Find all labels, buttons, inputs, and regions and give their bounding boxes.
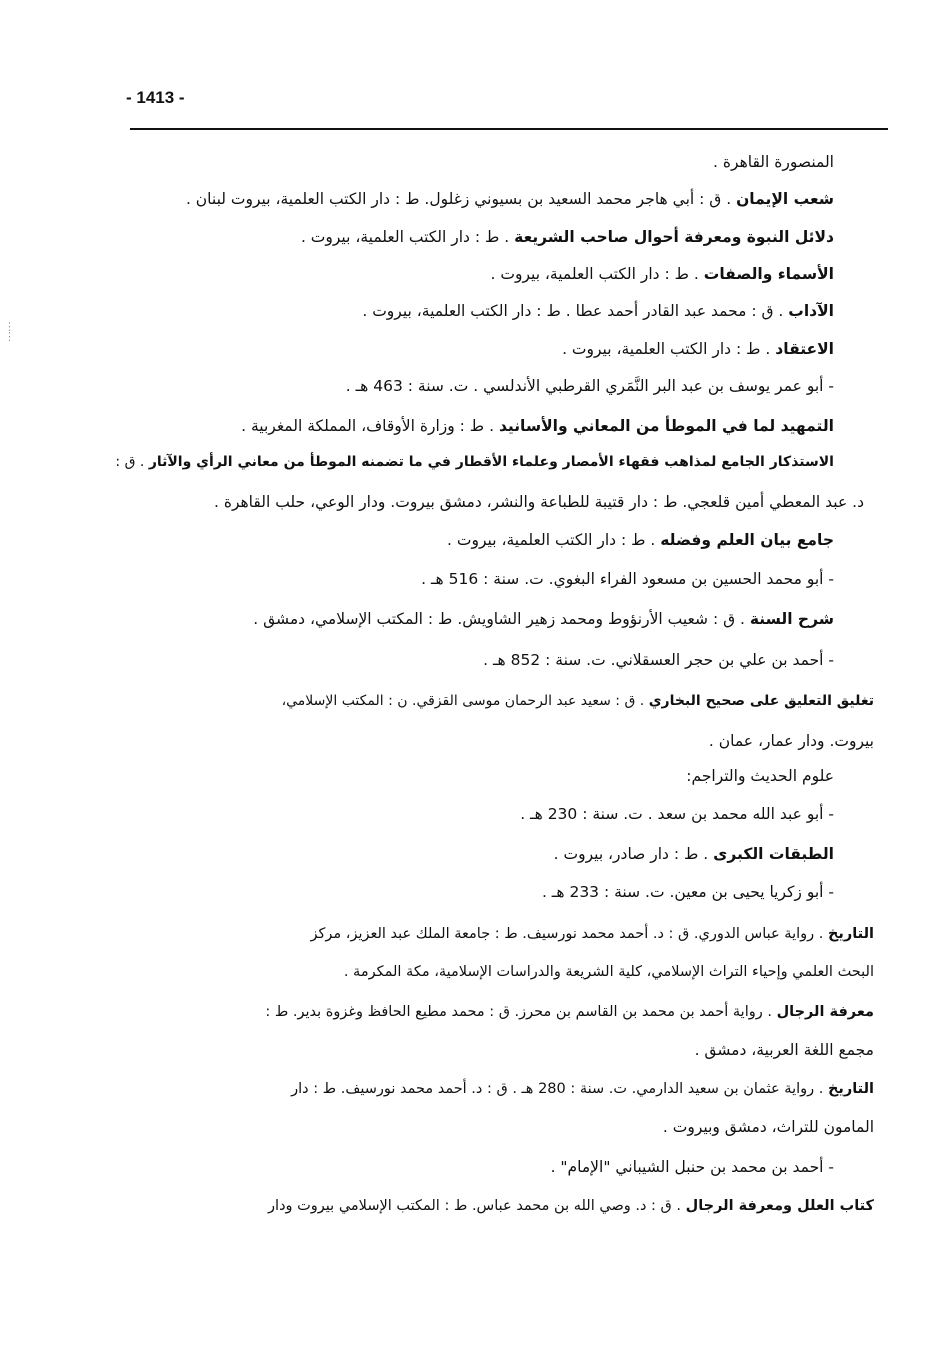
line-26 (551, 1155, 834, 1179)
line-heading: كتاب العلل ومعرفة الرجال (685, 1198, 874, 1214)
line-text: المنصورة القاهرة . (713, 153, 834, 171)
line-16 (686, 764, 834, 788)
line-17 (520, 802, 834, 826)
line-3 (491, 262, 834, 286)
line-text: مجمع اللغة العربية، دمشق . (694, 1041, 874, 1059)
header-rule (130, 128, 888, 130)
line-text: . ط : دار الكتب العلمية، بيروت . (562, 340, 771, 358)
line-text: بيروت. ودار عمار، عمان . (708, 732, 874, 750)
line-0 (713, 150, 834, 174)
line-heading: الاعتقاد (775, 340, 834, 358)
line-heading: الآداب (788, 302, 834, 320)
line-text: المامون للتراث، دمشق وبيروت . (662, 1118, 874, 1136)
line-heading: معرفة الرجال (776, 1004, 874, 1020)
line-10 (447, 528, 834, 552)
line-21 (344, 960, 874, 984)
line-heading: الطبقات الكبرى (713, 845, 834, 863)
line-2 (301, 225, 834, 249)
line-text: . رواية عثمان بن سعيد الدارمي. ت. سنة : 280 هـ . ق : د. أحمد محمد نورسيف. ط : دار (291, 1081, 824, 1097)
line-9 (214, 490, 864, 514)
line-text: . رواية عباس الدوري. ق : د. أحمد محمد نورسيف. ط : جامعة الملك عبد العزيز، مركز (310, 926, 824, 942)
line-heading: التاريخ (827, 926, 874, 942)
page-number: - 1413 - (126, 88, 185, 107)
line-heading: شعب الإيمان (736, 190, 834, 208)
line-text: . ط : دار الكتب العلمية، بيروت . (490, 265, 699, 283)
line-heading: الأسماء والصفات (703, 265, 834, 283)
line-text: . ق : سعيد عبد الرحمان موسى القزقي. ن : المكتب الإسلامي، (281, 693, 645, 709)
line-text: . ق : أبي هاجر محمد السعيد بن بسيوني زغلول. ط : دار الكتب العلمية، بيروت لبنان . (185, 190, 732, 208)
line-text: د. عبد المعطي أمين قلعجي. ط : دار قتيبة للطباعة والنشر، دمشق بيروت. ودار الوعي، حلب القاهرة . (213, 493, 864, 511)
line-text: . ط : دار صادر، بيروت . (553, 845, 709, 863)
line-6 (346, 374, 834, 398)
line-text: . ط : وزارة الأوقاف، المملكة المغربية . (241, 417, 494, 435)
line-text: - أبو محمد الحسين بن مسعود الفراء البغوي. ت. سنة : 516 هـ . (421, 570, 834, 588)
line-heading: التاريخ (827, 1081, 874, 1097)
line-text: . ط : دار الكتب العلمية، بيروت . (447, 531, 656, 549)
line-24 (291, 1077, 874, 1101)
line-text: . ق : د. وصي الله بن محمد عباس. ط : المكتب الإسلامي بيروت ودار (268, 1198, 682, 1214)
line-heading: شرح السنة (749, 610, 834, 628)
line-text: علوم الحديث والتراجم: (686, 767, 834, 785)
line-18 (554, 842, 834, 866)
line-text: . ق : شعيب الأرنؤوط ومحمد زهير الشاويش. ط : المكتب الإسلامي، دمشق . (253, 610, 745, 628)
line-1 (186, 187, 834, 211)
margin-mark: ⋮ ⋮ (4, 320, 15, 343)
line-text: . ق : (115, 454, 145, 470)
line-heading: الاستذكار الجامع لمذاهب فقهاء الأمصار وعلماء الأقطار في ما تضمنه الموطأ من معاني الرأي والآثار (148, 454, 834, 470)
line-text: - أحمد بن محمد بن حنبل الشيباني "الإمام" . (550, 1158, 834, 1176)
line-8 (115, 450, 834, 474)
line-7 (241, 414, 834, 438)
line-text: . رواية أحمد بن محمد بن القاسم بن محرز. ق : محمد مطيع الحافظ وغزوة بدير. ط : (265, 1004, 772, 1020)
line-heading: التمهيد لما في الموطأ من المعاني والأسانيد (498, 417, 834, 435)
line-heading: تغليق التعليق على صحيح البخاري (648, 693, 874, 709)
line-19 (542, 880, 834, 904)
line-27 (268, 1194, 874, 1218)
line-12 (253, 607, 834, 631)
line-text: . ق : محمد عبد القادر أحمد عطا . ط : دار الكتب العلمية، بيروت . (362, 302, 784, 320)
line-text: . ط : دار الكتب العلمية، بيروت . (300, 228, 510, 246)
line-text: البحث العلمي وإحياء التراث الإسلامي، كلية الشريعة والدراسات الإسلامية، مكة المكرمة . (343, 964, 874, 980)
line-22 (265, 1000, 874, 1024)
line-text: - أبو عبد الله محمد بن سعد . ت. سنة : 230 هـ . (520, 805, 834, 823)
line-11 (421, 567, 834, 591)
line-23 (695, 1038, 874, 1062)
line-text: - أبو عمر يوسف بن عبد البر النَّمَري القرطبي الأندلسي . ت. سنة : 463 هـ . (345, 377, 834, 395)
line-15 (709, 729, 874, 753)
line-heading: دلائل النبوة ومعرفة أحوال صاحب الشريعة (514, 228, 834, 246)
line-5 (562, 337, 834, 361)
line-heading: جامع بيان العلم وفضله (660, 531, 834, 549)
line-text: - أحمد بن علي بن حجر العسقلاني. ت. سنة : 852 هـ . (483, 651, 834, 669)
line-25 (663, 1115, 874, 1139)
line-20 (310, 922, 874, 946)
line-text: - أبو زكريا يحيى بن معين. ت. سنة : 233 هـ . (541, 883, 834, 901)
line-4 (362, 299, 834, 323)
line-13 (483, 648, 834, 672)
line-14 (282, 689, 874, 713)
